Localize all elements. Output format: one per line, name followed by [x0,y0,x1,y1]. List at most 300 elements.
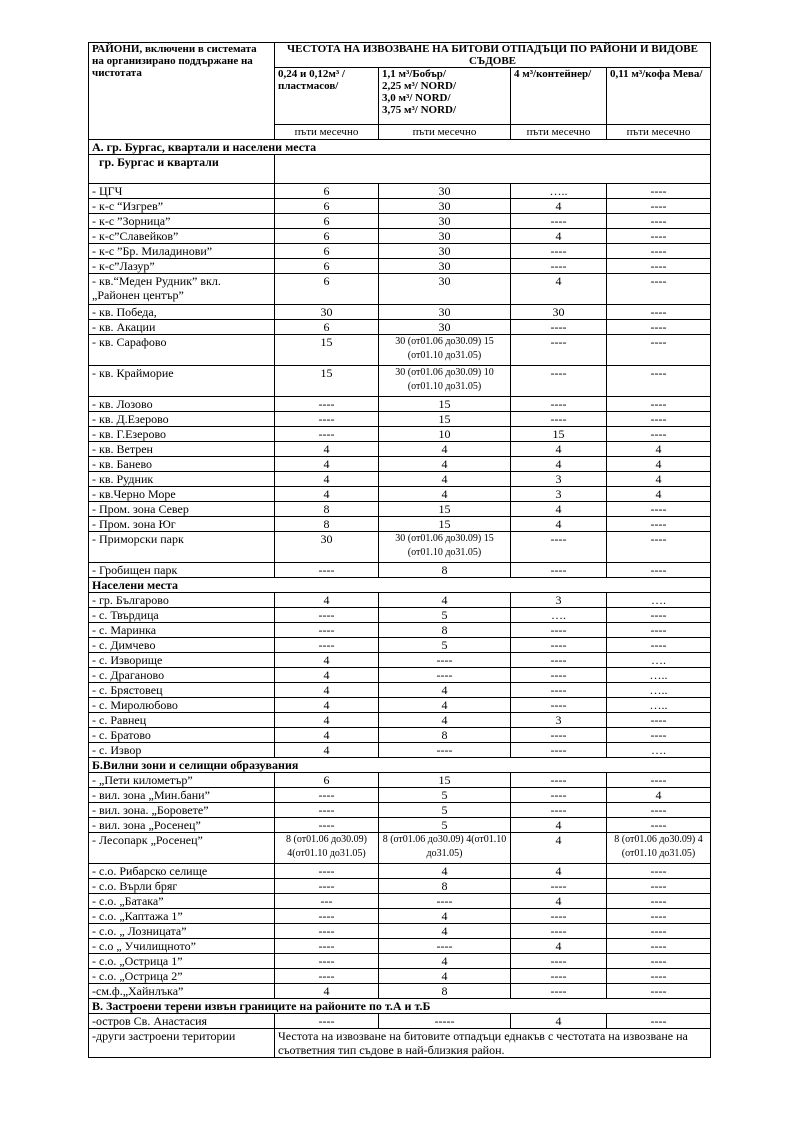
frequency-value: ---- [511,653,607,668]
section-title: А. гр. Бургас, квартали и населени места [89,140,711,155]
frequency-value: 4 [607,788,711,803]
frequency-value: ---- [511,668,607,683]
frequency-value: 4 [379,909,511,924]
frequency-value: 30 [379,199,511,214]
table-row [89,502,711,517]
container-type-container: 4 м³/контейнер/ [511,68,607,125]
frequency-value: ---- [607,803,711,818]
frequency-value: ---- [379,894,511,909]
section-header-row [89,758,711,773]
area-name: -см.ф.„Хайнлъка” [89,984,275,999]
frequency-value: ---- [607,924,711,939]
frequency-value: ---- [607,244,711,259]
frequency-value: 30 (от01.06 до30.09) 10 (от01.10 до31.05) [379,366,511,397]
frequency-value: ---- [607,909,711,924]
frequency-value: --- [275,894,379,909]
frequency-value: ---- [511,788,607,803]
frequency-value: ---- [511,683,607,698]
frequency-value: 6 [275,320,379,335]
frequency-value: ---- [275,412,379,427]
table-row [89,305,711,320]
area-name: - с. Брястовец [89,683,275,698]
frequency-value: 4 [275,487,379,502]
frequency-value: 6 [275,184,379,199]
area-name: - с. Драганово [89,668,275,683]
frequency-value: 8 [379,623,511,638]
empty-cell [275,155,711,184]
table-row [89,939,711,954]
frequency-value: 4 [275,698,379,713]
frequency-value: 30 [379,214,511,229]
frequency-value: 4 [275,984,379,999]
frequency-value: 4 [379,683,511,698]
frequency-value: …. [607,743,711,758]
table-row [89,335,711,366]
table-row [89,743,711,758]
area-name: - Пром. зона Юг [89,517,275,532]
area-name: - вил. зона „Мин.бани” [89,788,275,803]
table-row [89,472,711,487]
frequency-value: 8 (от01.06 до30.09) 4(от01.10 до31.05) [379,833,511,864]
section-title: Населени места [89,578,711,593]
area-name: - к-с”Лазур” [89,259,275,274]
frequency-value: 4 [511,229,607,244]
table-row [89,274,711,305]
table-row [89,244,711,259]
frequency-value: ---- [607,274,711,305]
table-row [89,894,711,909]
frequency-value: 5 [379,818,511,833]
table-row [89,487,711,502]
frequency-value: 15 [275,366,379,397]
frequency-value: 4 [379,457,511,472]
table-row [89,773,711,788]
area-name: - кв.Черно Море [89,487,275,502]
frequency-value: ---- [275,608,379,623]
frequency-value: ---- [607,1014,711,1029]
frequency-value: 4 [511,939,607,954]
frequency-value: 4 [275,653,379,668]
frequency-value: ---- [511,743,607,758]
section-header-row [89,140,711,155]
area-name: - гр. Българово [89,593,275,608]
area-name: - вил. зона. „Боровете” [89,803,275,818]
table-row [89,259,711,274]
frequency-value: 4 [275,683,379,698]
container-line: 3,0 м³/ NORD/ [382,92,451,104]
frequency-value: 6 [275,259,379,274]
frequency-value: ---- [275,879,379,894]
table-row [89,427,711,442]
frequency-value: ---- [379,668,511,683]
frequency-value: 4 [511,502,607,517]
table-row [89,532,711,563]
frequency-value: 8 (от01.06 до30.09) 4 (от01.10 до31.05) [607,833,711,864]
frequency-value: 4 [511,457,607,472]
area-name: - с. Братово [89,728,275,743]
subsection-title: гр. Бургас и квартали [89,155,275,184]
table-row [89,184,711,199]
container-type-bobar-nord [379,68,511,125]
frequency-value: 4 [511,199,607,214]
frequency-value: ---- [607,638,711,653]
frequency-value: ---- [607,502,711,517]
frequency-value: ---- [511,397,607,412]
frequency-value: ---- [511,320,607,335]
frequency-value: 4 [511,864,607,879]
table-row [89,668,711,683]
frequency-value: 3 [511,713,607,728]
frequency-value: 4 [379,954,511,969]
frequency-value: 4 [511,833,607,864]
area-name: - к-с “Изгрев” [89,199,275,214]
table-row [89,623,711,638]
table-row [89,229,711,244]
frequency-value: 4 [607,487,711,502]
frequency-value: 4 [379,442,511,457]
region-column-header: РАЙОНИ, включени в системата на организирано поддържане на чистотата [89,43,275,140]
frequency-value: ---- [511,623,607,638]
frequency-value: 4 [379,593,511,608]
area-name: - кв. Сарафово [89,335,275,366]
area-name: - к-с”Славейков” [89,229,275,244]
table-row [89,1014,711,1029]
frequency-value: ---- [275,864,379,879]
frequency-value: 30 (от01.06 до30.09) 15 (от01.10 до31.05) [379,532,511,563]
collection-frequency-table [88,42,711,1058]
frequency-value: ---- [379,653,511,668]
table-row [89,214,711,229]
frequency-value: ---- [511,532,607,563]
frequency-value: ---- [275,397,379,412]
area-name: - с. Димчево [89,638,275,653]
table-row [89,909,711,924]
frequency-value: 4 [607,442,711,457]
table-row [89,563,711,578]
frequency-value: ---- [607,412,711,427]
frequency-value: 4 [379,487,511,502]
frequency-value: 30 [275,532,379,563]
table-row [89,397,711,412]
frequency-value: ---- [275,563,379,578]
subsection-row [89,155,711,184]
table-row [89,713,711,728]
area-name: - с.о. „Каптажа 1” [89,909,275,924]
frequency-value: 4 [275,457,379,472]
container-type-plastic: 0,24 и 0,12м³ /пластмасов/ [275,68,379,125]
table-row [89,788,711,803]
frequency-value: ---- [607,320,711,335]
area-name: - с. Твърдица [89,608,275,623]
area-name: - кв. Лозово [89,397,275,412]
footer-row [89,1029,711,1058]
table-row [89,728,711,743]
frequency-value: 4 [511,442,607,457]
frequency-value: ---- [511,773,607,788]
frequency-value: 4 [379,698,511,713]
area-name: -остров Св. Анастасия [89,1014,275,1029]
frequency-value: ---- [607,818,711,833]
unit-label: пъти месечно [607,125,711,140]
table-row [89,638,711,653]
table-row [89,653,711,668]
frequency-value: ---- [607,305,711,320]
frequency-value: 8 [275,517,379,532]
frequency-value: ---- [275,623,379,638]
table-row [89,864,711,879]
table-row [89,803,711,818]
frequency-value: ---- [607,532,711,563]
container-type-meva: 0,11 м³/кофа Мева/ [607,68,711,125]
area-name: - кв. Банево [89,457,275,472]
area-name: - кв. Ветрен [89,442,275,457]
frequency-value: 8 [275,502,379,517]
frequency-value: 5 [379,608,511,623]
frequency-value: 15 [379,517,511,532]
frequency-value: 15 [379,397,511,412]
frequency-value: 5 [379,803,511,818]
frequency-value: 30 (от01.06 до30.09) 15 (от01.10 до31.05) [379,335,511,366]
frequency-value: ---- [275,427,379,442]
frequency-value: 10 [379,427,511,442]
area-name: - с. Маринка [89,623,275,638]
table-row [89,593,711,608]
frequency-value: ---- [607,563,711,578]
frequency-value: ---- [511,563,607,578]
frequency-value: ---- [607,864,711,879]
table-row [89,442,711,457]
frequency-value: 30 [275,305,379,320]
area-name: - с.о. „Батака” [89,894,275,909]
frequency-header: ЧЕСТОТА НА ИЗВОЗВАНЕ НА БИТОВИ ОТПАДЪЦИ ПО РАЙОНИ И ВИДОВЕ СЪДОВЕ [275,43,711,68]
frequency-value: ---- [511,803,607,818]
frequency-value: ---- [511,638,607,653]
frequency-value: 8 [379,879,511,894]
frequency-value: ---- [607,879,711,894]
frequency-value: ---- [379,939,511,954]
frequency-value: 30 [379,259,511,274]
frequency-value: 4 [511,894,607,909]
area-name: - кв. Акации [89,320,275,335]
frequency-value: ---- [275,924,379,939]
frequency-value: 15 [379,773,511,788]
table-row [89,199,711,214]
table-row [89,366,711,397]
frequency-value: ---- [607,259,711,274]
area-name: - Гробищен парк [89,563,275,578]
frequency-value: 30 [379,229,511,244]
frequency-value: ---- [275,638,379,653]
area-name: - с.о. „Острица 1” [89,954,275,969]
frequency-value: ---- [511,259,607,274]
area-name: - кв. Победа, [89,305,275,320]
frequency-value: 15 [379,412,511,427]
frequency-value: ---- [607,984,711,999]
frequency-value: 4 [511,274,607,305]
table-row [89,969,711,984]
section-title: Б.Вилни зони и селищни образувания [89,758,711,773]
area-name: - кв. Крайморие [89,366,275,397]
unit-label: пъти месечно [511,125,607,140]
frequency-value: 4 [275,713,379,728]
frequency-value: 5 [379,638,511,653]
frequency-value: ---- [511,984,607,999]
frequency-value: 4 [275,442,379,457]
frequency-value: ---- [511,954,607,969]
frequency-value: ---- [511,366,607,397]
area-name: - с.о. Рибарско селище [89,864,275,879]
area-name: - кв. Г.Езерово [89,427,275,442]
frequency-value: ---- [275,803,379,818]
frequency-value: ---- [607,214,711,229]
frequency-value: 6 [275,229,379,244]
frequency-value: 30 [511,305,607,320]
table-row [89,698,711,713]
section-header-row [89,578,711,593]
area-name: - кв.“Меден Рудник” вкл. „Районен център” [89,274,275,305]
frequency-value: ---- [511,698,607,713]
frequency-value: ---- [607,184,711,199]
frequency-value: ---- [607,969,711,984]
table-row [89,924,711,939]
frequency-value: ---- [607,229,711,244]
frequency-value: ---- [607,728,711,743]
area-name: - с. Равнец [89,713,275,728]
frequency-value: ---- [607,939,711,954]
frequency-value: 5 [379,788,511,803]
container-line: 3,75 м³/ NORD/ [382,104,457,116]
area-name: - Приморски парк [89,532,275,563]
frequency-value: 4 [379,924,511,939]
area-name: - кв. Д.Езерово [89,412,275,427]
frequency-value: 3 [511,487,607,502]
frequency-value: ---- [607,713,711,728]
table-row [89,818,711,833]
frequency-value: …. [511,608,607,623]
frequency-value: 8 [379,984,511,999]
frequency-value: 15 [275,335,379,366]
frequency-value: 4 [275,472,379,487]
frequency-value: ---- [511,412,607,427]
area-name: - с.о. „Острица 2” [89,969,275,984]
frequency-value: ---- [511,214,607,229]
frequency-value: 4 [511,517,607,532]
table-row [89,517,711,532]
area-name: - ЦГЧ [89,184,275,199]
frequency-value: …. [607,653,711,668]
unit-label: пъти месечно [379,125,511,140]
frequency-value: 6 [275,244,379,259]
frequency-value: ---- [275,1014,379,1029]
frequency-value: ---- [275,954,379,969]
frequency-value: 4 [607,457,711,472]
frequency-value: ---- [511,335,607,366]
frequency-value: …. [607,593,711,608]
frequency-value: 6 [275,199,379,214]
frequency-value: ---- [511,728,607,743]
frequency-value: 4 [275,728,379,743]
frequency-value: 4 [511,1014,607,1029]
table-row [89,683,711,698]
frequency-value: ….. [607,698,711,713]
frequency-value: ---- [275,909,379,924]
table-row [89,879,711,894]
frequency-value: 4 [379,713,511,728]
section-title: В. Застроени терени извън границите на районите по т.А и т.Б [89,999,711,1014]
area-name: - к-с ”Бр. Миладинови” [89,244,275,259]
container-line: 2,25 м³/ NORD/ [382,80,457,92]
frequency-value: ---- [379,743,511,758]
frequency-value: ---- [511,879,607,894]
frequency-value: 8 (от01.06 до30.09) 4(от01.10 до31.05) [275,833,379,864]
area-name: - с.о. „ Лозницата” [89,924,275,939]
table-row [89,457,711,472]
table-row [89,412,711,427]
area-name: - с.о „ Училищното” [89,939,275,954]
frequency-value: ….. [511,184,607,199]
frequency-value: ---- [511,909,607,924]
frequency-value: 4 [379,969,511,984]
area-name: - с. Извор [89,743,275,758]
table-row [89,320,711,335]
frequency-value: 4 [275,743,379,758]
table-row [89,833,711,864]
frequency-value: ---- [607,366,711,397]
table-row [89,608,711,623]
frequency-value: 30 [379,274,511,305]
frequency-value: ---- [275,788,379,803]
area-name: - „Пети километър” [89,773,275,788]
container-line: 1,1 м³/Бобър/ [382,68,446,80]
frequency-value: ---- [607,894,711,909]
frequency-value: ---- [511,969,607,984]
frequency-value: ….. [607,668,711,683]
frequency-value: 8 [379,563,511,578]
unit-label: пъти месечно [275,125,379,140]
section-header-row [89,999,711,1014]
frequency-value: ---- [607,954,711,969]
area-name: - кв. Рудник [89,472,275,487]
frequency-value: 4 [379,864,511,879]
area-name: - с. Миролюбово [89,698,275,713]
frequency-value: ---- [511,244,607,259]
frequency-value: ---- [607,773,711,788]
area-name: - с.о. Върли бряг [89,879,275,894]
table-row [89,954,711,969]
frequency-value: 30 [379,305,511,320]
frequency-value: 4 [275,593,379,608]
frequency-value: ….. [607,683,711,698]
frequency-value: 4 [379,472,511,487]
frequency-value: ---- [607,335,711,366]
frequency-value: 6 [275,773,379,788]
frequency-value: ---- [607,397,711,412]
frequency-value: 6 [275,214,379,229]
area-name: - к-с ”Зорница” [89,214,275,229]
frequency-value: 15 [379,502,511,517]
area-name: - с. Изворище [89,653,275,668]
area-name: - Пром. зона Север [89,502,275,517]
frequency-value: 4 [275,668,379,683]
frequency-value: ----- [379,1014,511,1029]
frequency-value: ---- [511,924,607,939]
frequency-value: ---- [275,969,379,984]
frequency-value: ---- [607,608,711,623]
frequency-value: ---- [607,427,711,442]
frequency-value: ---- [275,818,379,833]
frequency-value: 15 [511,427,607,442]
frequency-value: 30 [379,320,511,335]
